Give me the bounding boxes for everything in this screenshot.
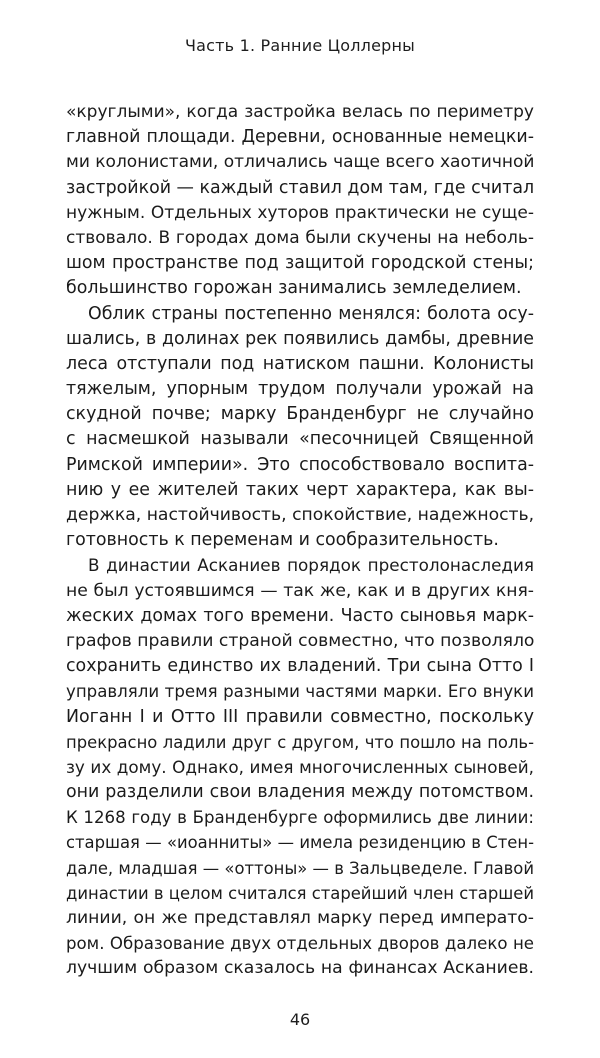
body-text — [66, 100, 534, 982]
text-line: линии, он же представлял марку перед императо- — [66, 908, 534, 928]
text-line: династии в целом считался старейший член старшей — [66, 883, 534, 903]
text-line: нию у ее жителей таких черт характера, как вы- — [66, 479, 534, 500]
text-line: тяжелым, упорным трудом получали урожай на — [66, 379, 534, 400]
text-line: нужным. Отдельных хуторов практически не суще- — [66, 202, 534, 223]
text-line-paragraph-end: готовность к переменам и сообразительность. — [66, 530, 499, 551]
text-line: леса отступали под натиском пашни. Колонисты — [66, 353, 534, 374]
text-line: шом пространстве под защитой городской стены; — [66, 253, 534, 274]
text-line-paragraph-end: большинство горожан занимались земледелием. — [66, 278, 522, 299]
text-line: ствовало. В городах дома были скучены на неболь- — [66, 227, 534, 248]
text-line: не был устоявшимся — так же, как и в других кня- — [66, 580, 534, 601]
text-line-paragraph-start: В династии Асканиев порядок престолонаследия — [88, 555, 534, 576]
text-line: они разделили свои владения между потомством. — [66, 782, 534, 803]
text-line: держка, настойчивость, спокойствие, надежность, — [66, 505, 535, 525]
text-line: Римской империи». Это способствовало воспита- — [66, 454, 534, 475]
text-line: прекрасно ладили друг с другом, что пошло на поль- — [66, 732, 534, 752]
text-line: с насмешкой называли «песочницей Священной — [66, 429, 534, 450]
page-number: 46 — [289, 1010, 311, 1029]
text-line: ром. Образование двух отдельных дворов далеко не — [66, 934, 534, 954]
text-line: лучшим образом сказалось на финансах Асканиев. — [66, 958, 534, 979]
text-line: графов правили страной совместно, что позволяло — [66, 630, 535, 651]
running-head-title: Часть 1. Ранние Цоллерны — [184, 36, 416, 55]
text-line: «круглыми», когда застройка велась по периметру — [66, 102, 534, 122]
text-line: старшая — «иоанниты» — имела резиденцию в Стен- — [66, 833, 534, 853]
text-line: шались, в долинах рек появились дамбы, древние — [66, 328, 534, 349]
text-line: К 1268 году в Бранденбурге оформились две линии: — [66, 808, 534, 828]
text-line: зу их дому. Однако, имея многочисленных сыновей, — [66, 756, 534, 777]
text-line: жеских домах того времени. Часто сыновья марк- — [66, 605, 534, 626]
text-line: скудной почве; марку Бранденбург не случайно — [66, 404, 534, 425]
text-line: ми колонистами, отличались чаще всего хаотичной — [66, 152, 535, 173]
text-line: сохранить единство их владений. Три сына Отто I — [66, 656, 534, 677]
text-line: управляли тремя разными частями марки. Его внуки — [66, 682, 534, 702]
text-line-paragraph-start: Облик страны постепенно менялся: болота осу- — [88, 303, 534, 324]
text-line: застройкой — каждый ставил дом там, где считал — [66, 177, 535, 198]
text-line: дале, младшая — «оттоны» — в Зальцведеле. Главой — [66, 858, 534, 878]
text-line: Иоганн I и Отто III правили совместно, поскольку — [66, 706, 534, 727]
text-line: главной площади. Деревни, основанные немецки- — [66, 127, 534, 148]
